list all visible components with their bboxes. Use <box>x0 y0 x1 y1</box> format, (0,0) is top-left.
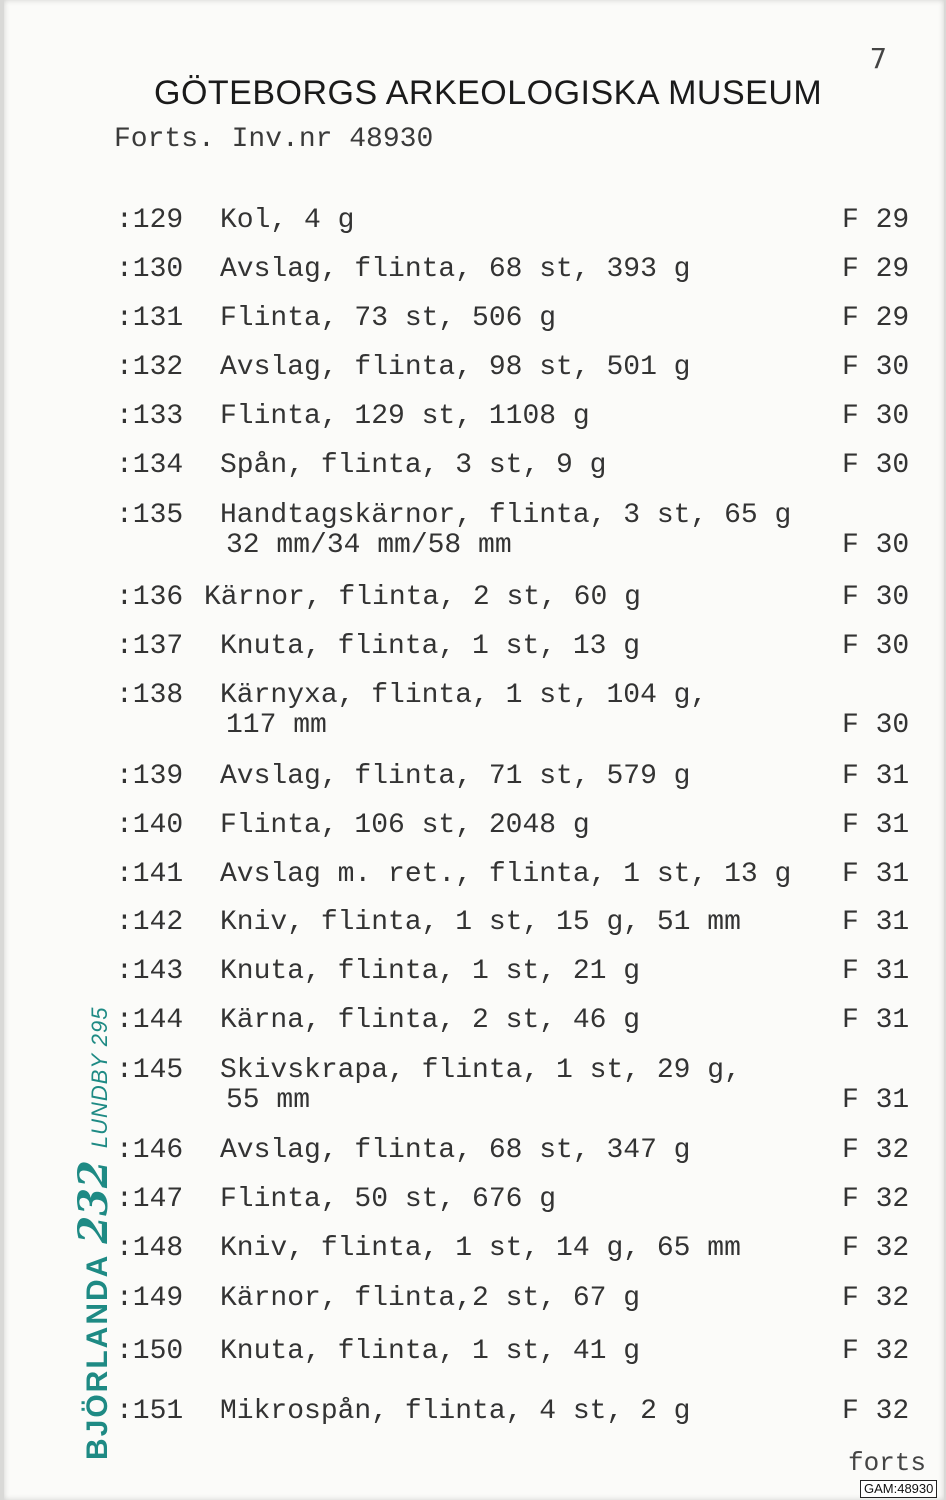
entry-description-continued: 32 mm/34 mm/58 mm <box>226 530 512 561</box>
entry-description: Mikrospån, flinta, 4 st, 2 g <box>220 1396 691 1427</box>
site-name: BJÖRLANDA <box>81 1253 114 1460</box>
entry-description: Avslag, flinta, 98 st, 501 g <box>220 352 691 383</box>
entry-description: Knuta, flinta, 1 st, 41 g <box>220 1336 641 1367</box>
entry-number: :137 <box>116 631 184 662</box>
entry-find-reference: F 31 <box>842 859 910 890</box>
entry-description: Handtagskärnor, flinta, 3 st, 65 g <box>220 500 792 531</box>
entry-description-continued: 117 mm <box>226 710 327 741</box>
entry-description: Kärna, flinta, 2 st, 46 g <box>220 1005 641 1036</box>
entry-number: :145 <box>116 1055 184 1086</box>
entry-find-reference: F 31 <box>842 907 910 938</box>
entry-find-reference: F 32 <box>842 1396 910 1427</box>
entry-number: :138 <box>116 680 184 711</box>
catalog-card <box>4 0 944 1500</box>
entry-number: :139 <box>116 761 184 792</box>
entry-number: :131 <box>116 303 184 334</box>
entry-description: Avslag m. ret., flinta, 1 st, 13 g <box>220 859 792 890</box>
page-number: 7 <box>870 42 887 75</box>
entry-find-reference: F 30 <box>842 710 910 741</box>
entry-find-reference: F 29 <box>842 303 910 334</box>
entry-find-reference: F 30 <box>842 450 910 481</box>
entry-find-reference: F 32 <box>842 1283 910 1314</box>
entry-number: :130 <box>116 254 184 285</box>
entry-find-reference: F 29 <box>842 205 910 236</box>
continued-note: forts <box>848 1448 927 1478</box>
entry-number: :141 <box>116 859 184 890</box>
entry-description: Kniv, flinta, 1 st, 14 g, 65 mm <box>220 1233 741 1264</box>
entry-description: Avslag, flinta, 71 st, 579 g <box>220 761 691 792</box>
entry-number: :135 <box>116 500 184 531</box>
entry-description: Avslag, flinta, 68 st, 393 g <box>220 254 691 285</box>
entry-number: :143 <box>116 956 184 987</box>
entry-number: :147 <box>116 1184 184 1215</box>
entry-number: :149 <box>116 1283 184 1314</box>
entry-description: Spån, flinta, 3 st, 9 g <box>220 450 607 481</box>
entry-number: :151 <box>116 1396 184 1427</box>
entry-number: :150 <box>116 1336 184 1367</box>
entry-description: Kniv, flinta, 1 st, 15 g, 51 mm <box>220 907 741 938</box>
entry-number: :133 <box>116 401 184 432</box>
entry-find-reference: F 32 <box>842 1184 910 1215</box>
entry-description: Kärnor, flinta, 2 st, 60 g <box>204 582 641 613</box>
entry-description-continued: 55 mm <box>226 1085 311 1116</box>
entry-find-reference: F 32 <box>842 1233 910 1264</box>
entry-find-reference: F 32 <box>842 1336 910 1367</box>
entry-list <box>4 0 944 1500</box>
entry-find-reference: F 31 <box>842 761 910 792</box>
entry-find-reference: F 31 <box>842 810 910 841</box>
entry-description: Knuta, flinta, 1 st, 13 g <box>220 631 641 662</box>
entry-description: Kärnyxa, flinta, 1 st, 104 g, <box>220 680 708 711</box>
entry-number: :129 <box>116 205 184 236</box>
entry-find-reference: F 30 <box>842 352 910 383</box>
entry-number: :140 <box>116 810 184 841</box>
entry-number: :146 <box>116 1135 184 1166</box>
entry-find-reference: F 29 <box>842 254 910 285</box>
parish-label: LUNDBY 295 <box>87 1006 112 1149</box>
entry-number: :136 <box>116 582 184 613</box>
entry-find-reference: F 32 <box>842 1135 910 1166</box>
entry-find-reference: F 30 <box>842 582 910 613</box>
entry-find-reference: F 31 <box>842 1085 910 1116</box>
entry-description: Flinta, 129 st, 1108 g <box>220 401 590 432</box>
site-label <box>70 1006 117 1460</box>
entry-description: Flinta, 73 st, 506 g <box>220 303 557 334</box>
entry-description: Avslag, flinta, 68 st, 347 g <box>220 1135 691 1166</box>
entry-description: Kärnor, flinta,2 st, 67 g <box>220 1283 641 1314</box>
entry-find-reference: F 31 <box>842 956 910 987</box>
entry-find-reference: F 31 <box>842 1005 910 1036</box>
entry-find-reference: F 30 <box>842 530 910 561</box>
inventory-continuation-line: Forts. Inv.nr 48930 <box>114 124 434 155</box>
entry-description: Knuta, flinta, 1 st, 21 g <box>220 956 641 987</box>
entry-number: :132 <box>116 352 184 383</box>
entry-find-reference: F 30 <box>842 401 910 432</box>
entry-find-reference: F 30 <box>842 631 910 662</box>
museum-title: GÖTEBORGS ARKEOLOGISKA MUSEUM <box>154 74 823 112</box>
entry-description: Flinta, 106 st, 2048 g <box>220 810 590 841</box>
archive-stamp: GAM:48930 <box>860 1480 937 1498</box>
entry-number: :144 <box>116 1005 184 1036</box>
entry-description: Kol, 4 g <box>220 205 355 236</box>
site-number: 232 <box>70 1160 117 1244</box>
entry-description: Flinta, 50 st, 676 g <box>220 1184 557 1215</box>
entry-description: Skivskrapa, flinta, 1 st, 29 g, <box>220 1055 741 1086</box>
entry-number: :134 <box>116 450 184 481</box>
entry-number: :148 <box>116 1233 184 1264</box>
entry-number: :142 <box>116 907 184 938</box>
